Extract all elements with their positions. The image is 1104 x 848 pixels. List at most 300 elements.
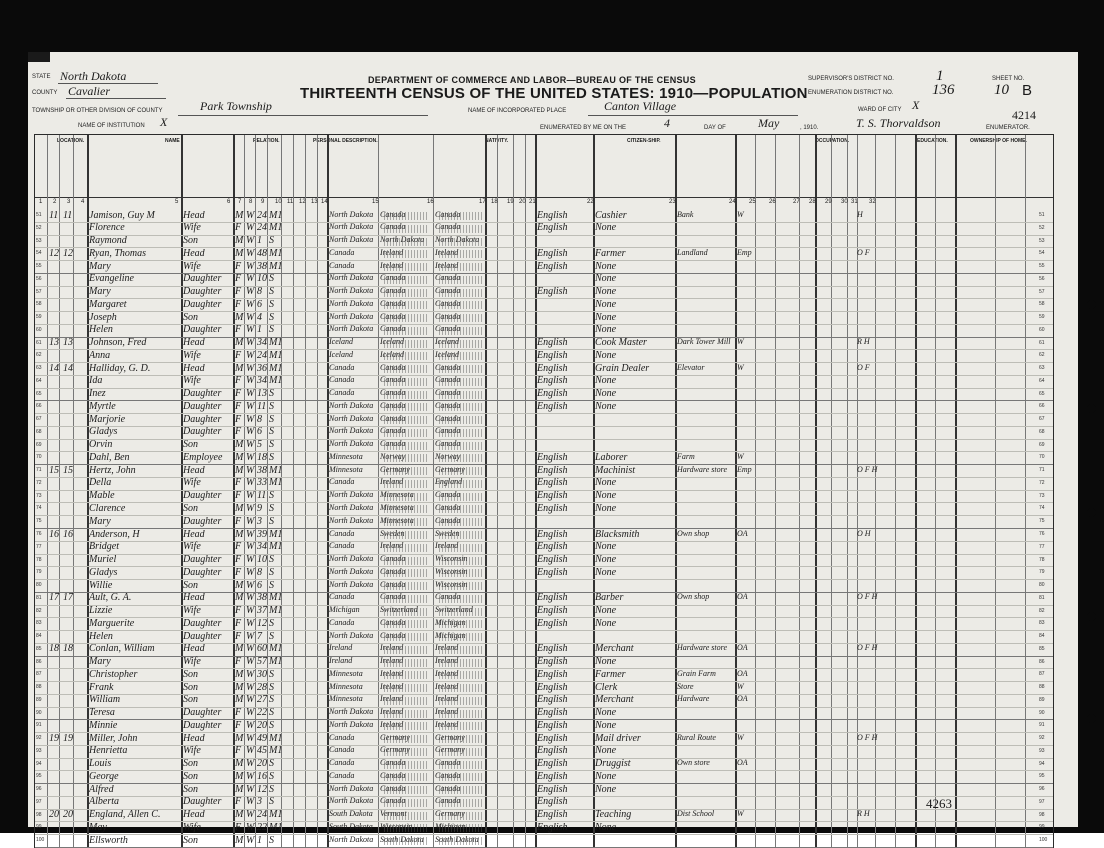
cell-occ: Clerk xyxy=(595,681,618,693)
cell-ind: Dist School xyxy=(677,809,715,819)
line-number: 54 xyxy=(36,250,42,257)
cell-pob: North Dakota xyxy=(329,834,374,844)
cell-mpob: Canada xyxy=(435,796,461,806)
nativity-code-stamp xyxy=(439,824,483,832)
cell-mpob: Ireland xyxy=(435,707,459,717)
column-number: 13 xyxy=(311,199,318,205)
cell-rel: Wife xyxy=(183,477,201,489)
cell-mpob: Switzerland xyxy=(435,605,473,615)
cell-pob: North Dakota xyxy=(329,719,374,729)
cell-lang: English xyxy=(537,758,568,770)
nativity-code-stamp xyxy=(439,416,483,424)
cell-ms: M1 xyxy=(269,809,283,821)
line-number-right: 92 xyxy=(1039,735,1045,742)
cell-lang: English xyxy=(537,694,568,706)
cell-own: O H xyxy=(857,528,871,538)
cell-sex: M xyxy=(235,311,244,323)
cell-mpob: Michigan xyxy=(435,821,466,831)
cell-ms: S xyxy=(269,554,274,566)
cell-age: 38 xyxy=(257,260,267,272)
nativity-code-stamp xyxy=(384,352,428,360)
cell-pob: North Dakota xyxy=(329,209,374,219)
line-number: 97 xyxy=(36,798,42,805)
cell-fpob: Canada xyxy=(380,592,406,602)
line-number: 69 xyxy=(36,441,42,448)
cell-pob: Canada xyxy=(329,592,355,602)
column-rule xyxy=(317,135,318,847)
column-number: 8 xyxy=(249,199,253,205)
line-number-right: 77 xyxy=(1039,543,1045,550)
cell-fam: 11 xyxy=(63,209,73,221)
cell-mpob: Canada xyxy=(435,783,461,793)
line-number-right: 61 xyxy=(1039,339,1045,346)
nativity-code-stamp xyxy=(384,276,428,284)
line-number: 74 xyxy=(36,505,42,512)
nativity-code-stamp xyxy=(384,761,428,769)
cell-sex: F xyxy=(235,388,242,400)
cell-ms: S xyxy=(269,298,274,310)
nativity-code-stamp xyxy=(439,327,483,335)
cell-fpob: Canada xyxy=(380,758,406,768)
cell-fpob: Canada xyxy=(380,400,406,410)
cell-age: 8 xyxy=(257,413,262,425)
punch-hole xyxy=(1087,300,1096,309)
line-number: 65 xyxy=(36,390,42,397)
cell-mpob: Ireland xyxy=(435,719,459,729)
cell-age: 13 xyxy=(257,388,267,400)
cell-cls: W xyxy=(737,209,744,219)
column-number: 15 xyxy=(372,199,379,205)
line-number: 96 xyxy=(36,786,42,793)
nativity-code-stamp xyxy=(439,773,483,781)
ownership-heading: OWNERSHIP OF HOME. xyxy=(970,138,1027,144)
cell-cls: W xyxy=(737,451,744,461)
cell-rel: Daughter xyxy=(183,566,222,578)
nativity-code-stamp xyxy=(384,212,428,220)
cell-mpob: Iceland xyxy=(435,337,459,347)
cell-lang: English xyxy=(537,490,568,502)
cell-occ: None xyxy=(595,477,617,489)
line-number-right: 85 xyxy=(1039,645,1045,652)
cell-lang: English xyxy=(537,770,568,782)
cell-occ: None xyxy=(595,617,617,629)
cell-fpob: Ireland xyxy=(380,668,404,678)
column-rule xyxy=(525,135,526,847)
cell-rel: Son xyxy=(183,668,198,680)
cell-name: Gladys xyxy=(89,426,118,438)
cell-race: W xyxy=(246,592,255,604)
line-number: 84 xyxy=(36,633,42,640)
cell-age: 39 xyxy=(257,528,267,540)
township-underline xyxy=(178,115,428,116)
cell-ind: Hardware store xyxy=(677,464,727,474)
cell-occ: Cook Master xyxy=(595,337,647,349)
census-table xyxy=(34,134,1054,848)
cell-mpob: Canada xyxy=(435,311,461,321)
cell-pob: North Dakota xyxy=(329,783,374,793)
cell-ms: S xyxy=(269,273,274,285)
cell-sex: F xyxy=(235,477,242,489)
line-number-right: 62 xyxy=(1039,352,1045,359)
cell-ms: S xyxy=(269,834,274,846)
nativity-code-stamp xyxy=(384,824,428,832)
cell-rel: Head xyxy=(183,209,205,221)
cell-fpob: Switzerland xyxy=(380,605,418,615)
cell-ms: S xyxy=(269,286,274,298)
cell-lang: English xyxy=(537,502,568,514)
nativity-code-stamp xyxy=(384,646,428,654)
nativity-code-stamp xyxy=(384,697,428,705)
cell-cls: OA xyxy=(737,694,748,704)
nativity-code-stamp xyxy=(439,505,483,513)
nativity-code-stamp xyxy=(439,518,483,526)
cell-lang: English xyxy=(537,451,568,463)
nativity-code-stamp xyxy=(439,531,483,539)
cell-race: W xyxy=(246,247,255,259)
cell-age: 9 xyxy=(257,502,262,514)
nativity-heading: NATIVITY. xyxy=(485,138,509,144)
cell-fpob: Sweden xyxy=(380,528,405,538)
line-number: 73 xyxy=(36,492,42,499)
line-number-right: 90 xyxy=(1039,709,1045,716)
cell-ind: Landland xyxy=(677,247,708,257)
line-number: 90 xyxy=(36,709,42,716)
cell-race: W xyxy=(246,566,255,578)
cell-rel: Wife xyxy=(183,821,201,833)
cell-sex: M xyxy=(235,362,244,374)
cell-sex: M xyxy=(235,592,244,604)
cell-fpob: Norway xyxy=(380,451,406,461)
cell-own: H xyxy=(857,209,863,219)
cell-occ: Druggist xyxy=(595,758,631,770)
line-number: 72 xyxy=(36,479,42,486)
nativity-code-stamp xyxy=(439,761,483,769)
cell-sex: M xyxy=(235,502,244,514)
column-number: 6 xyxy=(227,199,231,205)
location-heading: LOCATION. xyxy=(57,138,85,144)
line-number: 86 xyxy=(36,658,42,665)
cell-race: W xyxy=(246,694,255,706)
ward-value: X xyxy=(912,98,920,112)
place-label: NAME OF INCORPORATED PLACE xyxy=(468,108,567,114)
nativity-code-stamp xyxy=(439,365,483,373)
cell-rel: Son xyxy=(183,311,198,323)
cell-cls: W xyxy=(737,681,744,691)
cell-rel: Daughter xyxy=(183,515,222,527)
cell-race: W xyxy=(246,273,255,285)
cell-ms: M1 xyxy=(269,541,283,553)
cell-name: Raymond xyxy=(89,235,127,247)
line-number-right: 59 xyxy=(1039,314,1045,321)
nativity-code-stamp xyxy=(439,684,483,692)
cell-rel: Head xyxy=(183,247,205,259)
cell-race: W xyxy=(246,451,255,463)
column-rule xyxy=(497,135,498,847)
cell-own: O F H xyxy=(857,592,878,602)
nativity-code-stamp xyxy=(439,735,483,743)
nativity-code-stamp xyxy=(439,442,483,450)
cell-name: Teresa xyxy=(89,707,115,719)
cell-age: 48 xyxy=(257,247,267,259)
cell-sex: M xyxy=(235,783,244,795)
punch-hole xyxy=(1087,508,1096,517)
cell-race: W xyxy=(246,324,255,336)
cell-age: 24 xyxy=(257,809,267,821)
cell-age: 10 xyxy=(257,273,267,285)
cell-race: W xyxy=(246,439,255,451)
line-number: 64 xyxy=(36,377,42,384)
nativity-code-stamp xyxy=(384,595,428,603)
cell-ms: M1 xyxy=(269,643,283,655)
line-number: 80 xyxy=(36,582,42,589)
line-number: 77 xyxy=(36,543,42,550)
cell-pob: North Dakota xyxy=(329,426,374,436)
cell-lang: English xyxy=(537,783,568,795)
cell-race: W xyxy=(246,643,255,655)
cell-race: W xyxy=(246,375,255,387)
column-rule xyxy=(293,135,294,847)
cell-age: 20 xyxy=(257,719,267,731)
cell-mpob: Ireland xyxy=(435,668,459,678)
cell-lang: English xyxy=(537,821,568,833)
cell-race: W xyxy=(246,426,255,438)
column-number: 23 xyxy=(669,199,676,205)
cell-age: 12 xyxy=(257,783,267,795)
cell-lang: English xyxy=(537,796,568,808)
cell-mpob: Wisconsin xyxy=(435,566,468,576)
cell-sex: M xyxy=(235,732,244,744)
cell-name: Dahl, Ben xyxy=(89,451,130,463)
line-number: 79 xyxy=(36,569,42,576)
cell-own: O F H xyxy=(857,464,878,474)
cell-rel: Daughter xyxy=(183,630,222,642)
cell-pob: North Dakota xyxy=(329,554,374,564)
cell-occ: None xyxy=(595,324,617,336)
cell-rel: Wife xyxy=(183,260,201,272)
cell-name: Minnie xyxy=(89,719,118,731)
cell-name: Johnson, Fred xyxy=(89,337,147,349)
nativity-code-stamp xyxy=(439,391,483,399)
cell-age: 7 xyxy=(257,630,262,642)
cell-ms: S xyxy=(269,668,274,680)
cell-ms: M1 xyxy=(269,337,283,349)
cell-occ: Grain Dealer xyxy=(595,362,650,374)
cell-occ: Merchant xyxy=(595,643,634,655)
line-number-right: 56 xyxy=(1039,275,1045,282)
column-number: 18 xyxy=(491,199,498,205)
cell-sex: M xyxy=(235,694,244,706)
cell-ms: M1 xyxy=(269,745,283,757)
cell-occ: None xyxy=(595,719,617,731)
cell-fpob: South Dakota xyxy=(380,834,424,844)
nativity-code-stamp xyxy=(384,684,428,692)
cell-fpob: Wisconsin xyxy=(380,821,413,831)
cell-fpob: Canada xyxy=(380,324,406,334)
line-number-right: 65 xyxy=(1039,390,1045,397)
cell-race: W xyxy=(246,541,255,553)
line-number: 85 xyxy=(36,645,42,652)
cell-sex: F xyxy=(235,349,242,361)
cell-sex: M xyxy=(235,681,244,693)
column-number: 9 xyxy=(261,199,265,205)
line-number-right: 67 xyxy=(1039,416,1045,423)
column-number: 28 xyxy=(809,199,816,205)
cell-lang: English xyxy=(537,681,568,693)
cell-fam: 12 xyxy=(63,247,73,259)
line-number: 83 xyxy=(36,620,42,627)
cell-ms: S xyxy=(269,235,274,247)
nativity-code-stamp xyxy=(384,722,428,730)
cell-sex: F xyxy=(235,324,242,336)
cell-ms: S xyxy=(269,515,274,527)
line-number-right: 64 xyxy=(1039,377,1045,384)
cell-ms: S xyxy=(269,617,274,629)
cell-fpob: Canada xyxy=(380,273,406,283)
occupation-heading: OCCUPATION. xyxy=(815,138,850,144)
nativity-code-stamp xyxy=(439,212,483,220)
sheet-side: B xyxy=(1022,82,1033,99)
column-rule xyxy=(267,135,268,847)
column-rule xyxy=(831,135,832,847)
cell-ms: S xyxy=(269,681,274,693)
cell-ms: M1 xyxy=(269,821,283,833)
cell-rel: Son xyxy=(183,235,198,247)
supervisor-label: SUPERVISOR'S DISTRICT NO. xyxy=(808,76,894,82)
cell-rel: Wife xyxy=(183,656,201,668)
line-number: 61 xyxy=(36,339,42,346)
cell-occ: None xyxy=(595,541,617,553)
nativity-code-stamp xyxy=(384,748,428,756)
nativity-code-stamp xyxy=(384,544,428,552)
cell-fpob: Ireland xyxy=(380,707,404,717)
cell-fam: 17 xyxy=(63,592,73,604)
cell-name: Bridget xyxy=(89,541,119,553)
cell-ms: S xyxy=(269,490,274,502)
cell-rel: Son xyxy=(183,681,198,693)
cell-rel: Daughter xyxy=(183,324,222,336)
line-number-right: 58 xyxy=(1039,301,1045,308)
line-number-right: 97 xyxy=(1039,798,1045,805)
nativity-code-stamp xyxy=(384,238,428,246)
cell-mpob: North Dakota xyxy=(435,235,480,245)
cell-mpob: Canada xyxy=(435,209,461,219)
cell-age: 38 xyxy=(257,464,267,476)
cell-mpob: Germany xyxy=(435,809,465,819)
cell-sex: M xyxy=(235,579,244,591)
nativity-code-stamp xyxy=(439,557,483,565)
cell-pob: North Dakota xyxy=(329,298,374,308)
cell-fpob: North Dakota xyxy=(380,235,425,245)
place-value: Canton Village xyxy=(604,99,677,113)
cell-lang: English xyxy=(537,732,568,744)
cell-name: Lizzie xyxy=(89,605,113,617)
line-number-right: 60 xyxy=(1039,326,1045,333)
cell-pob: Canada xyxy=(329,758,355,768)
cell-pob: Michigan xyxy=(329,605,360,615)
cell-sex: M xyxy=(235,247,244,259)
cell-race: W xyxy=(246,349,255,361)
cell-pob: North Dakota xyxy=(329,222,374,232)
column-rule xyxy=(378,135,379,847)
line-number-right: 95 xyxy=(1039,773,1045,780)
cell-rel: Son xyxy=(183,783,198,795)
cell-name: Frank xyxy=(89,681,114,693)
cell-fpob: Canada xyxy=(380,311,406,321)
column-rule xyxy=(59,135,60,847)
cell-sex: F xyxy=(235,566,242,578)
cell-fpob: Canada xyxy=(380,783,406,793)
nativity-code-stamp xyxy=(439,250,483,258)
cell-lang: English xyxy=(537,592,568,604)
nativity-code-stamp xyxy=(439,544,483,552)
cell-ms: M1 xyxy=(269,592,283,604)
cell-dw: 16 xyxy=(49,528,59,540)
cell-lang: English xyxy=(537,337,568,349)
nativity-code-stamp xyxy=(384,786,428,794)
cell-pob: North Dakota xyxy=(329,566,374,576)
cell-mpob: Canada xyxy=(435,490,461,500)
cell-race: W xyxy=(246,732,255,744)
column-rule xyxy=(244,135,245,847)
cell-sex: M xyxy=(235,235,244,247)
cell-name: Mary xyxy=(89,656,111,668)
cell-ms: M1 xyxy=(269,362,283,374)
cell-pob: South Dakota xyxy=(329,809,373,819)
cell-pob: Canada xyxy=(329,732,355,742)
punch-hole xyxy=(1087,404,1096,413)
cell-mpob: England xyxy=(435,477,463,487)
column-rule xyxy=(1025,135,1026,847)
line-number: 70 xyxy=(36,454,42,461)
cell-ms: S xyxy=(269,630,274,642)
cell-mpob: Canada xyxy=(435,286,461,296)
nativity-code-stamp xyxy=(439,697,483,705)
cell-race: W xyxy=(246,783,255,795)
cell-ms: S xyxy=(269,324,274,336)
cell-rel: Daughter xyxy=(183,707,222,719)
cell-age: 24 xyxy=(257,349,267,361)
census-sheet xyxy=(28,52,1078,846)
cell-sex: M xyxy=(235,337,244,349)
line-number-right: 83 xyxy=(1039,620,1045,627)
cell-name: Orvin xyxy=(89,439,113,451)
cell-cls: W xyxy=(737,337,744,347)
cell-lang: English xyxy=(537,668,568,680)
line-number: 60 xyxy=(36,326,42,333)
cell-pob: North Dakota xyxy=(329,235,374,245)
cell-rel: Daughter xyxy=(183,426,222,438)
cell-pob: Canada xyxy=(329,388,355,398)
line-number: 82 xyxy=(36,607,42,614)
cell-mpob: Canada xyxy=(435,426,461,436)
cell-ms: S xyxy=(269,426,274,438)
cell-ms: S xyxy=(269,311,274,323)
punch-hole xyxy=(1087,612,1096,621)
cell-sex: F xyxy=(235,426,242,438)
cell-lang: English xyxy=(537,388,568,400)
cell-occ: Farmer xyxy=(595,668,626,680)
cell-rel: Daughter xyxy=(183,388,222,400)
cell-sex: F xyxy=(235,796,242,808)
column-rule xyxy=(485,135,487,847)
cell-rel: Head xyxy=(183,362,205,374)
cell-pob: North Dakota xyxy=(329,400,374,410)
cell-fam: 16 xyxy=(63,528,73,540)
cell-lang: English xyxy=(537,605,568,617)
column-number: 11 xyxy=(287,199,294,205)
line-number: 67 xyxy=(36,416,42,423)
cell-lang: English xyxy=(537,809,568,821)
